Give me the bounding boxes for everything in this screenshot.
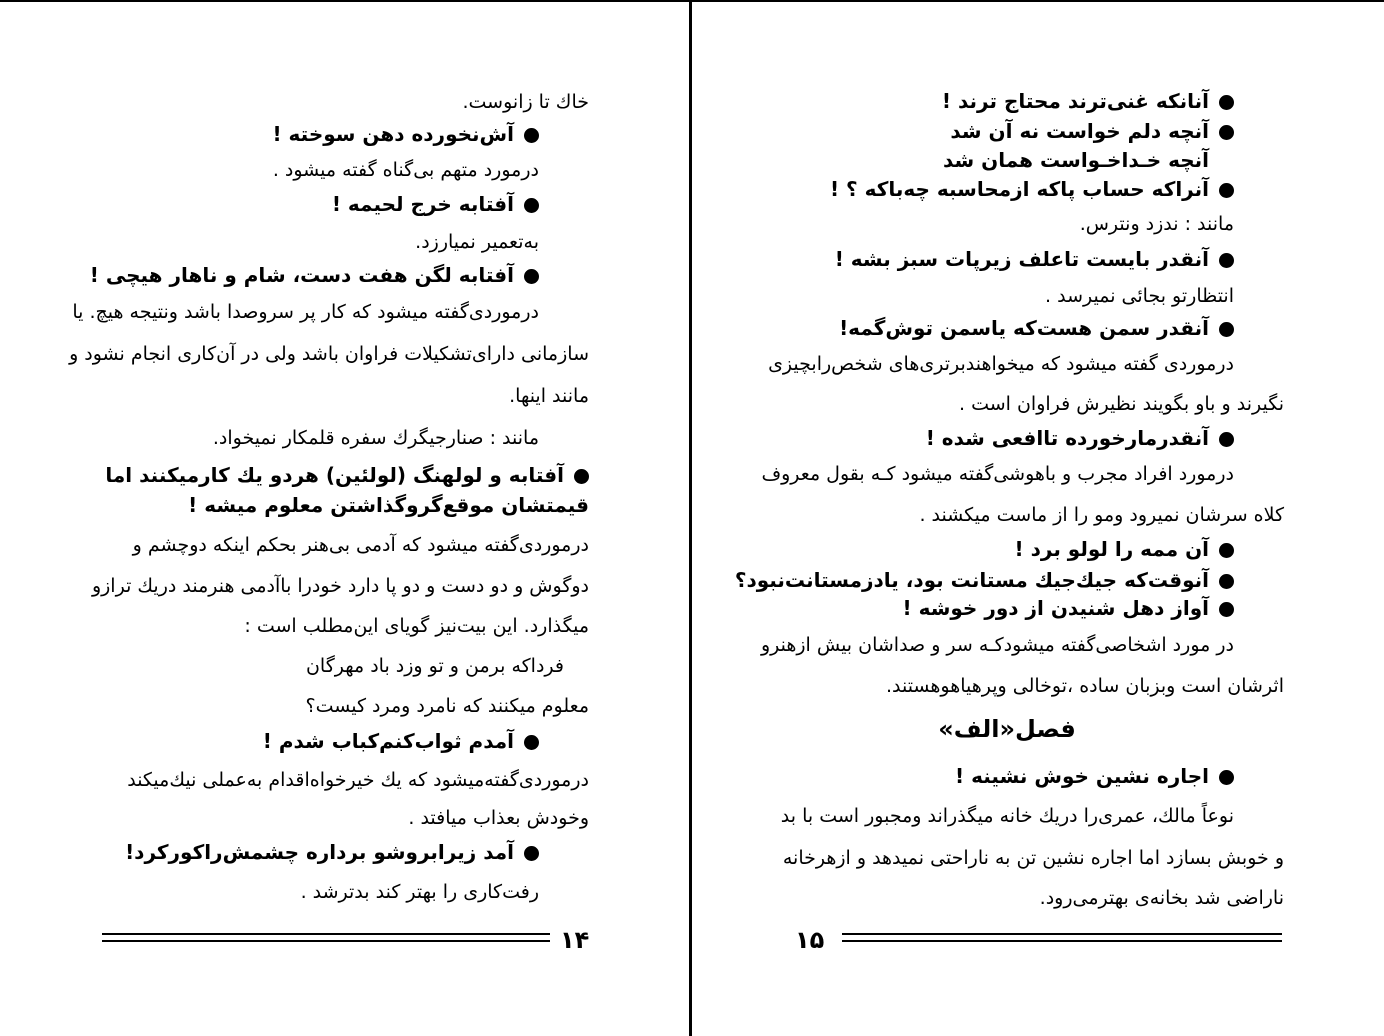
proverb-line: آفتابه لگن هفت دست، شام و ناهار هیچی ! [90,262,539,288]
bullet-icon [1219,543,1234,558]
proverb-line: آنقدرمارخورده تاافعی شده ! [926,425,1234,451]
left-page [0,0,689,1036]
proverb-line: آنوقت‌که جیك‌جیك مستانت بود، یادزمستانت‌نبود؟ [735,567,1234,593]
text-line: درموردی‌گفته‌میشود که یك خیرخواه‌اقدام به‌عملی نیك‌میکند [127,769,589,791]
text-line: درمورد متهم بی‌گناه گفته میشود . [272,159,539,181]
text-line: مانند : صنارجیگرك سفره قلمکار نمیخواد. [212,427,539,449]
verse-line: معلوم میکنند که نامرد ومرد کیست؟ [305,695,589,717]
proverb-line-continued: قیمتشان موقع‌گروگذاشتن معلوم میشه ! [188,493,589,517]
text-line: ناراضی شد بخانه‌ی بهترمی‌رود. [1039,887,1284,909]
text-line: مانند اینها. [509,385,589,407]
footer-rule [102,940,550,942]
bullet-icon [1219,95,1234,110]
proverb-line: آنقدر بایست تاعلف زیرپات سبز بشه ! [835,246,1234,272]
proverb-line: آنچه دلم خواست نه آن شد [950,118,1234,144]
text-line: درموردی گفته میشود که میخواهندبرتری‌های شخص‌رابچیزی [768,353,1234,375]
proverb-line: آمد زیرابروشو برداره چشمش‌راکورکرد! [125,839,539,865]
verse-line: فرداکه برمن و تو وزد باد مهرگان [305,655,564,677]
text-line: به‌تعمیر نمیارزد. [415,231,539,253]
text-line: مانند : ندزد ونترس. [1079,213,1234,235]
proverb-line: آواز دهل شنیدن از دور خوشه ! [903,595,1234,621]
text-line: و خوبش بسازد اما اجاره نشین تن به ناراحتی نمیدهد و ازهرخانه [782,847,1284,869]
text-line: وخودش بعذاب میافتد . [408,807,589,829]
text-line: در مورد اشخاصی‌گفته میشودکـه سر و صداشان بیش ازهنرو [760,634,1234,656]
text-line: نوعاً مالك، عمری‌را دریك خانه میگذراند ومجبور است با بد [780,805,1234,827]
bullet-icon [1219,183,1234,198]
text-line: میگذارد. این بیت‌نیز گویای این‌مطلب است : [244,615,589,637]
bullet-icon [1219,125,1234,140]
bullet-icon [524,846,539,861]
bullet-icon [574,469,589,484]
text-line: درموردی‌گفته میشود که کار پر سروصدا باشد ونتیجه هیچ. یا [72,301,539,323]
text-line: سازمانی دارای‌تشکیلات فراوان باشد ولی در آن‌کاری انجام نشود و [69,343,589,365]
text-line: اثرشان است وبزبان ساده ،توخالی وپرهیاهوهستند. [885,675,1284,697]
text-line: رفت‌کاری را بهتر کند بدترشد . [300,881,539,903]
text-line: خاك تا زانوست. [462,91,589,113]
bullet-icon [1219,253,1234,268]
proverb-line: آش‌نخورده دهن سوخته ! [272,121,539,147]
bullet-icon [1219,602,1234,617]
proverb-line: آفتابه و لولهنگ (لولئین) هردو یك کارمیکنند اما [105,462,589,488]
proverb-line: آنانکه غنی‌ترند محتاج ترند ! [942,88,1234,114]
page-number: ۱۴ [560,926,590,954]
bullet-icon [1219,574,1234,589]
bullet-icon [1219,432,1234,447]
proverb-line: آن ممه را لولو برد ! [1015,536,1234,562]
proverb-line: آنراکه حساب پاکه ازمحاسبه چه‌باکه ؟ ! [830,176,1234,202]
text-line: دوگوش و دو دست و دو پا دارد خودرا باآدمی هنرمند دریك ترازو [91,575,589,597]
bullet-icon [524,735,539,750]
footer-rule [842,933,1282,935]
bullet-icon [1219,322,1234,337]
proverb-line: اجاره نشین خوش نشینه ! [955,763,1234,789]
text-line: کلاه سرشان نمیرود ومو را از ماست میکشند . [919,504,1284,526]
bullet-icon [524,128,539,143]
footer-rule [842,940,1282,942]
bullet-icon [524,198,539,213]
footer-rule [102,933,550,935]
page-number: ۱۵ [795,926,825,954]
bullet-icon [1219,770,1234,785]
proverb-line: آمدم ثواب‌کنم‌کباب شدم ! [263,728,539,754]
right-page [692,0,1384,1036]
section-heading: فصل«الف» [938,715,1076,743]
proverb-line: آفتابه خرج لحیمه ! [332,191,539,217]
bullet-icon [524,269,539,284]
text-line: درمورد افراد مجرب و باهوشی‌گفته میشود کـه بقول معروف [761,463,1234,485]
text-line: درموردی‌گفته میشود که آدمی بی‌هنر بحکم اینکه دوچشم و [132,534,589,556]
proverb-line: آنقدر سمن هست‌که یاسمن توش‌گمه! [839,315,1234,341]
proverb-line-continued: آنچه خـداخـواست همان شد [942,148,1209,172]
text-line: نگیرند و باو بگویند نظیرش فراوان است . [959,393,1284,415]
text-line: انتظارتو بجائی نمیرسد . [1045,285,1234,307]
